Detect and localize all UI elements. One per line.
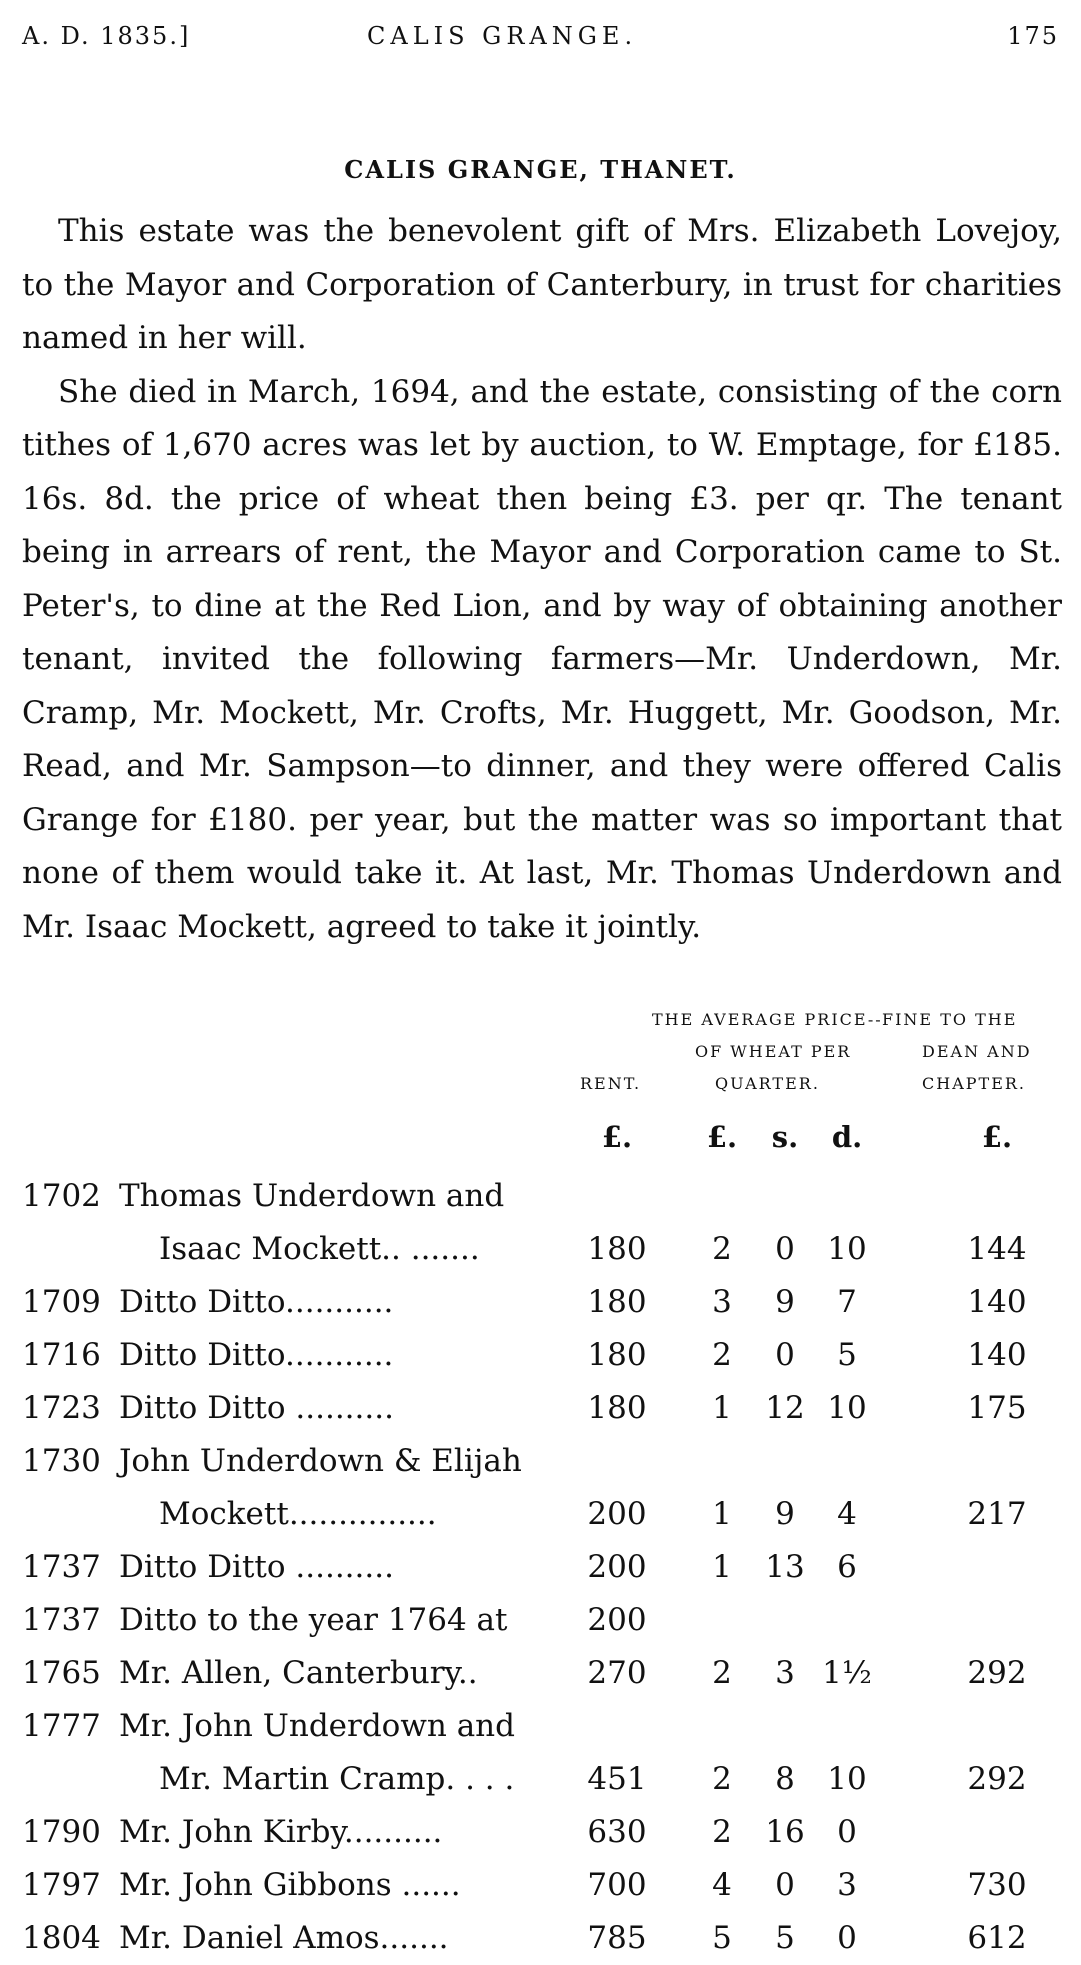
row-fine: 730 [967, 1867, 1027, 1903]
row-tenant: Ditto to the year 1764 at [119, 1602, 508, 1638]
row-price-pence: 10 [827, 1231, 867, 1267]
row-price-pounds: 2 [712, 1337, 732, 1373]
row-tenant: Ditto Ditto........... [119, 1337, 394, 1373]
row-price-pounds: 5 [712, 1920, 732, 1956]
table-row [22, 1276, 1062, 1329]
row-tenant: Mr. Martin Cramp. . . . [159, 1761, 515, 1797]
header-fine-line2: DEAN AND [922, 1042, 1032, 1061]
row-rent: 451 [587, 1761, 647, 1797]
running-head-date: A. D. 1835.] [22, 22, 191, 50]
row-rent: 180 [587, 1231, 647, 1267]
row-rent: 200 [587, 1602, 647, 1638]
row-price-pounds: 2 [712, 1231, 732, 1267]
row-tenant: Mr. Daniel Amos....... [119, 1920, 449, 1956]
table-row [22, 1170, 1062, 1223]
table-row [22, 1435, 1062, 1488]
table-row [22, 1753, 1062, 1806]
row-rent: 200 [587, 1496, 647, 1532]
header-fine-line1: FINE TO THE [882, 1010, 1018, 1029]
unit-fine: £. [981, 1120, 1013, 1154]
row-tenant: Mr. John Gibbons ...... [119, 1867, 461, 1903]
row-price-shillings: 8 [775, 1761, 795, 1797]
row-price-shillings: 16 [765, 1814, 805, 1850]
row-year: 1702 [22, 1178, 101, 1214]
row-price-pounds: 2 [712, 1814, 732, 1850]
row-tenant: Thomas Underdown and [119, 1178, 505, 1214]
row-price-pence: 5 [837, 1337, 857, 1373]
row-rent: 180 [587, 1284, 647, 1320]
row-fine: 292 [967, 1655, 1027, 1691]
row-price-pence: 6 [837, 1549, 857, 1585]
row-year: 1797 [22, 1867, 101, 1903]
row-tenant: Mr. Allen, Canterbury.. [119, 1655, 478, 1691]
row-rent: 630 [587, 1814, 647, 1850]
row-price-pounds: 1 [712, 1496, 732, 1532]
header-avg-price-line2: OF WHEAT PER [695, 1042, 852, 1061]
row-price-shillings: 0 [775, 1867, 795, 1903]
header-rent: RENT. [580, 1074, 642, 1093]
row-price-pounds: 3 [712, 1284, 732, 1320]
header-avg-price-line3: QUARTER. [715, 1074, 820, 1093]
row-price-pence: 10 [827, 1761, 867, 1797]
row-tenant: Ditto Ditto .......... [119, 1549, 394, 1585]
table-row [22, 1223, 1062, 1276]
row-tenant: Ditto Ditto........... [119, 1284, 394, 1320]
header-fine-line3: CHAPTER. [922, 1074, 1026, 1093]
row-rent: 180 [587, 1337, 647, 1373]
row-rent: 700 [587, 1867, 647, 1903]
unit-pence: d. [831, 1120, 863, 1154]
row-tenant: Ditto Ditto .......... [119, 1390, 394, 1426]
row-price-shillings: 5 [775, 1920, 795, 1956]
row-price-shillings: 13 [765, 1549, 805, 1585]
row-rent: 180 [587, 1390, 647, 1426]
row-year: 1804 [22, 1920, 101, 1956]
row-price-shillings: 12 [765, 1390, 805, 1426]
row-tenant: Mockett............... [159, 1496, 437, 1532]
section-title: CALIS GRANGE, THANET. [344, 155, 737, 184]
row-tenant: John Underdown & Elijah [119, 1443, 522, 1479]
row-price-shillings: 0 [775, 1337, 795, 1373]
running-head-title: CALIS GRANGE. [367, 22, 638, 50]
row-rent: 785 [587, 1920, 647, 1956]
row-price-pounds: 4 [712, 1867, 732, 1903]
row-rent: 200 [587, 1549, 647, 1585]
table-units-row [22, 1120, 1062, 1170]
row-rent: 270 [587, 1655, 647, 1691]
row-year: 1737 [22, 1549, 101, 1585]
table-row [22, 1859, 1062, 1912]
unit-pounds: £. [706, 1120, 738, 1154]
rent-table [22, 1010, 1062, 1965]
table-row [22, 1541, 1062, 1594]
row-price-pence: 10 [827, 1390, 867, 1426]
row-price-pounds: 1 [712, 1390, 732, 1426]
row-fine: 175 [967, 1390, 1027, 1426]
row-fine: 612 [967, 1920, 1027, 1956]
row-year: 1730 [22, 1443, 101, 1479]
row-price-pence: 0 [837, 1920, 857, 1956]
row-year: 1777 [22, 1708, 101, 1744]
row-fine: 140 [967, 1337, 1027, 1373]
paragraph: This estate was the benevolent gift of Mrs. Elizabeth Lovejoy, to the Mayor and Corporation of Canterbury, in trust for charities named in her will. [22, 213, 1062, 356]
table-row [22, 1488, 1062, 1541]
row-year: 1737 [22, 1602, 101, 1638]
row-price-pounds: 2 [712, 1655, 732, 1691]
row-price-pounds: 2 [712, 1761, 732, 1797]
row-year: 1709 [22, 1284, 101, 1320]
unit-shillings: s. [771, 1120, 799, 1154]
row-fine: 140 [967, 1284, 1027, 1320]
row-fine: 292 [967, 1761, 1027, 1797]
row-tenant: Mr. John Kirby.......... [119, 1814, 443, 1850]
row-price-shillings: 9 [775, 1284, 795, 1320]
row-price-pence: 4 [837, 1496, 857, 1532]
table-row [22, 1806, 1062, 1859]
row-price-shillings: 3 [775, 1655, 795, 1691]
running-head [22, 22, 1059, 62]
unit-rent: £. [601, 1120, 633, 1154]
row-year: 1765 [22, 1655, 101, 1691]
row-price-shillings: 9 [775, 1496, 795, 1532]
row-price-pence: 7 [837, 1284, 857, 1320]
table-row [22, 1647, 1062, 1700]
row-tenant: Isaac Mockett.. ....... [159, 1231, 480, 1267]
row-price-pence: 3 [837, 1867, 857, 1903]
row-price-shillings: 0 [775, 1231, 795, 1267]
row-fine: 217 [967, 1496, 1027, 1532]
table-row [22, 1382, 1062, 1435]
row-price-pence: 1½ [822, 1655, 872, 1691]
row-tenant: Mr. John Underdown and [119, 1708, 515, 1744]
page-number: 175 [1007, 22, 1059, 50]
paragraph: She died in March, 1694, and the estate, consisting of the corn tithes of 1,670 acres was let by auction, to W. Emptage, for £185. 16s. 8d. the price of wheat then being £3. per qr. The tenant being in arrears of rent, the Mayor and Corporation came to St. Peter's, to dine at the Red Lion, and by way of obtaining another tenant, invited the following farmers—Mr. Underdown, Mr. Cramp, Mr. Mockett, Mr. Crofts, Mr. Huggett, Mr. Goodson, Mr. Read, and Mr. Sampson—to dinner, and they were offered Calis Grange for £180. per year, but the matter was so important that none of them would take it. At last, Mr. Thomas Underdown and Mr. Isaac Mockett, agreed to take it jointly. [22, 373, 1062, 945]
row-price-pence: 0 [837, 1814, 857, 1850]
table-row [22, 1329, 1062, 1382]
row-year: 1723 [22, 1390, 101, 1426]
table-row [22, 1912, 1062, 1965]
table-row [22, 1700, 1062, 1753]
body-text [22, 205, 1062, 954]
row-year: 1716 [22, 1337, 101, 1373]
table-header [22, 1010, 1062, 1120]
row-price-pounds: 1 [712, 1549, 732, 1585]
header-avg-price-line1: THE AVERAGE PRICE-- [652, 1010, 883, 1029]
table-row [22, 1594, 1062, 1647]
row-fine: 144 [967, 1231, 1027, 1267]
row-year: 1790 [22, 1814, 101, 1850]
